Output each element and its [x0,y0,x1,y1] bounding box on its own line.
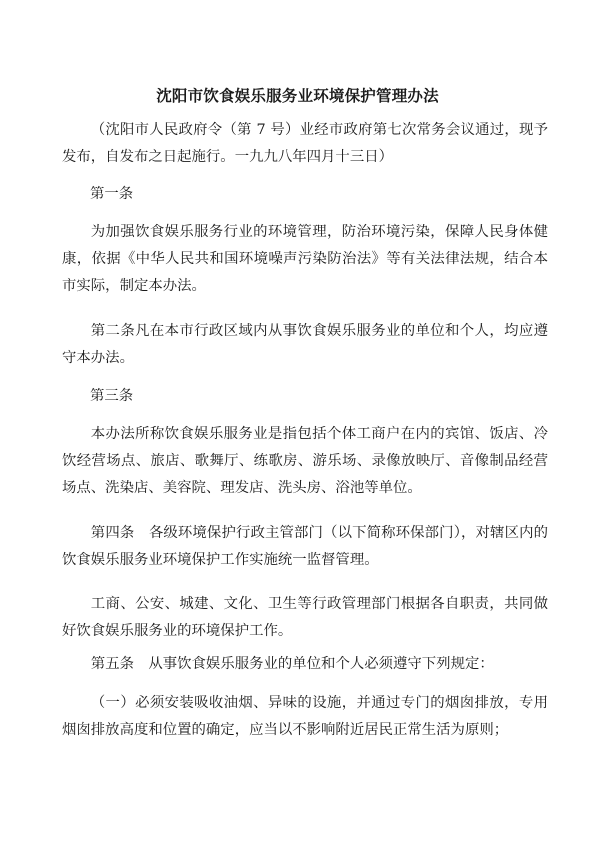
article-3-heading: 第三条 [90,388,134,404]
article-4-paragraph-2: 工商、公安、城建、文化、卫生等行政管理部门根据各自职责，共同做好饮食娱乐服务业的环境保护工作。 [62,596,548,639]
document-title: 沈阳市饮食娱乐服务业环境保护管理办法 [156,87,439,105]
article-3-body: 本办法所称饮食娱乐服务业是指包括个体工商户在内的宾馆、饭店、冷饮经营场点、旅店、歌舞厅、练歌房、游乐场、录像放映厅、音像制品经营场点、洗染店、美容院、理发店、洗头房、浴池等单位。 [62,426,548,496]
article-1-body: 为加强饮食娱乐服务行业的环境管理，防治环境污染，保障人民身体健康，依据《中华人民共和国环境噪声污染防治法》等有关法律法规，结合本市实际，制定本办法。 [62,224,548,294]
article-5-item-1: （一）必须安装吸收油烟、异味的设施，并通过专门的烟囱排放，专用烟囱排放高度和位置的确定，应当以不影响附近居民正常生活为原则； [62,695,548,738]
article-5-paragraph: 第五条 从事饮食娱乐服务业的单位和个人必须遵守下列规定： [90,656,494,672]
article-4-paragraph: 第四条 各级环境保护行政主管部门（以下简称环保部门），对辖区内的饮食娱乐服务业环境保护工作实施统一监督管理。 [62,525,548,568]
article-1-heading: 第一条 [90,186,134,202]
preamble-paragraph: （沈阳市人民政府令（第 7 号）业经市政府第七次常务会议通过，现予发布，自发布之日起施行。一九九八年四月十三日） [62,122,548,165]
article-2-paragraph: 第二条凡在本市行政区域内从事饮食娱乐服务业的单位和个人，均应遵守本办法。 [62,323,548,366]
